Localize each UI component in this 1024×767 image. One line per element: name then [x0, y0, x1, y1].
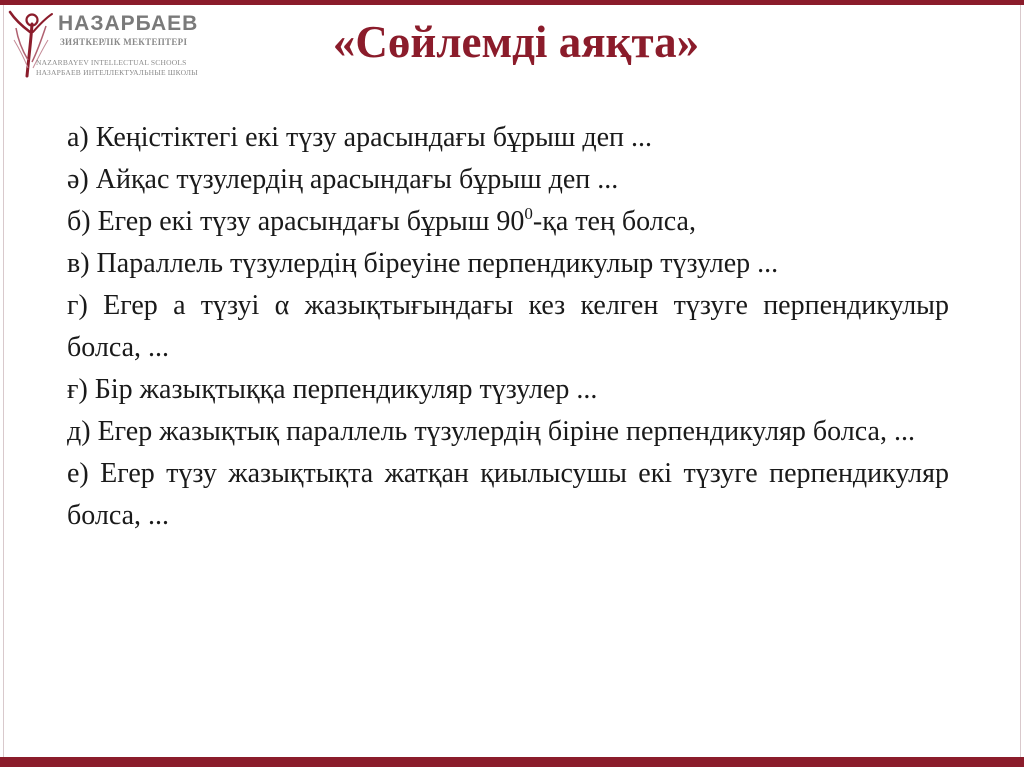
list-item: д) Егер жазықтық параллель түзулердің біріне перпендикуляр болса, ... [67, 416, 915, 447]
logo-brand-subtitle: ЗИЯТКЕРЛІК МЕКТЕПТЕРІ [60, 37, 188, 47]
list-item-text: б) Егер екі түзу арасындағы бұрыш 90 [67, 206, 525, 237]
list-item [67, 201, 949, 243]
top-accent-bar [0, 0, 1024, 5]
list-item: в) Параллель түзулердің біреуіне перпендикулыр түзулер ... [67, 248, 779, 279]
logo-russian-name: НАЗАРБАЕВ ИНТЕЛЛЕКТУАЛЬНЫЕ ШКОЛЫ [36, 68, 198, 77]
left-border-line [3, 5, 4, 757]
degree-superscript: 0 [524, 204, 533, 223]
sentence-list [67, 117, 949, 537]
bottom-accent-bar [0, 757, 1024, 767]
list-item: е) Егер түзу жазықтықта жатқан қиылысушы екі түзуге перпендикуляр болса, ... [67, 458, 949, 531]
logo-english-name: NAZARBAYEV INTELLECTUAL SCHOOLS [36, 58, 187, 67]
logo-brand-name: НАЗАРБАЕВ [58, 12, 199, 35]
list-item: ғ) Бір жазықтыққа перпендикуляр түзулер ... [67, 374, 598, 405]
list-item: ә) Айқас түзулердің арасындағы бұрыш деп ... [67, 164, 619, 195]
list-item-text: -қа тең болса, [532, 206, 696, 237]
right-border-line [1020, 5, 1021, 757]
list-item: а) Кеңістіктегі екі түзу арасындағы бұрыш деп ... [67, 122, 653, 153]
school-logo [6, 10, 236, 85]
slide-title: «Сөйлемді аяқта» [332, 17, 700, 67]
list-item: г) Егер а түзуі α жазықтығындағы кез келген түзуге перпендикулыр болса, ... [67, 290, 949, 363]
